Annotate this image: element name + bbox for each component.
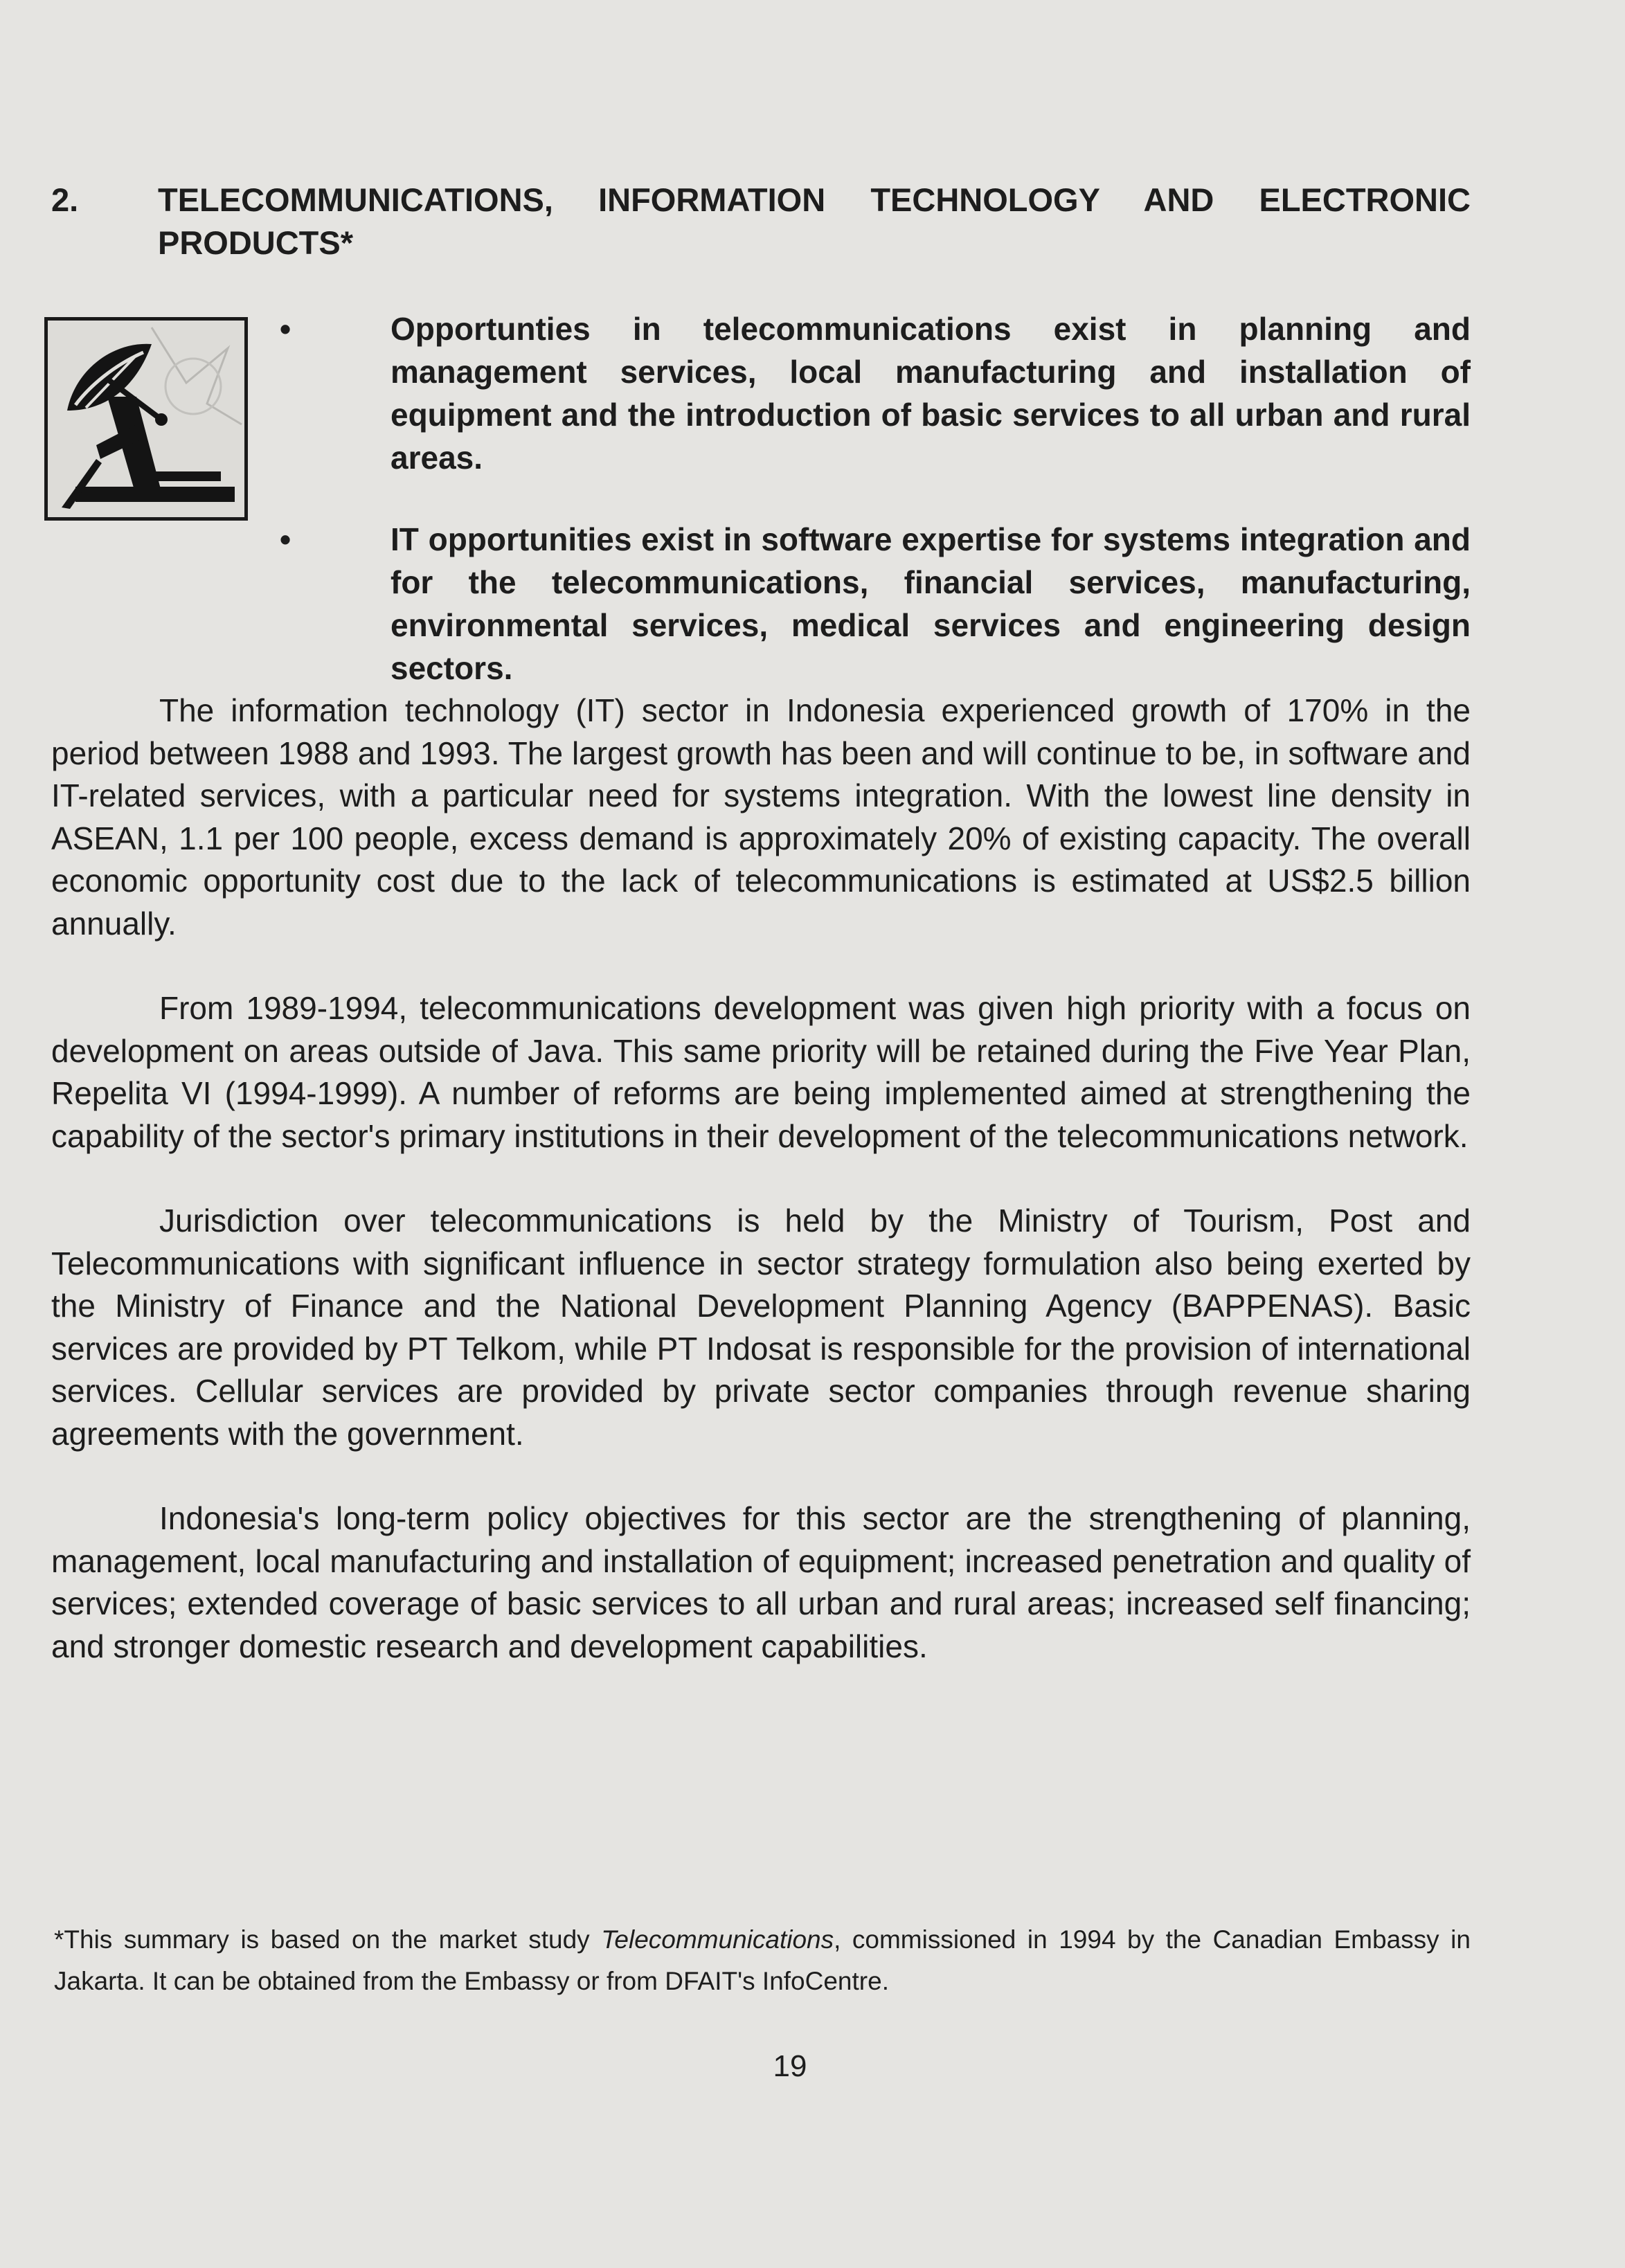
bullet-text: Opportunties in telecommunications exist in planning and management services, local manufacturing and installation of equipment and the introduction of basic services to all urban and rural areas.: [390, 311, 1471, 476]
body-text: [51, 690, 1471, 1710]
paragraph-development-priority: From 1989-1994, telecommunications development was given high priority with a focus on development on areas outside of Java. This same priority will be retained during the Five Year Plan, Repelita VI (1994-1999). A number of reforms are being implemented aimed at strengthening the capability of the sector's primary institutions in their development of the telecommunications network.: [51, 990, 1471, 1154]
section-title: TELECOMMUNICATIONS, INFORMATION TECHNOLOGY AND ELECTRONIC PRODUCTS*: [158, 181, 1471, 261]
bullet-item-telecom: [277, 307, 1471, 479]
footnote: [54, 1919, 1471, 2002]
bullet-item-it: [277, 518, 1471, 690]
paragraph-it-sector: The information technology (IT) sector in Indonesia experienced growth of 170% in the period between 1988 and 1993. The largest growth has been and will continue to be, in software and IT-related services, with a particular need for systems integration. With the lowest line density in ASEAN, 1.1 per 100 people, excess demand is approximately 20% of existing capacity. The overall economic opportunity cost due to the lack of telecommunications is estimated at US$2.5 billion annually.: [51, 692, 1471, 942]
footnote-text-start: *This summary is based on the market study: [54, 1925, 602, 1954]
opportunity-bullets: [277, 307, 1471, 690]
bullet-dot: •: [280, 521, 291, 557]
bullet-text: IT opportunities exist in software expertise for systems integration and for the telecommunications, financial services, manufacturing, environmental services, medical services and engineering design sectors.: [390, 521, 1471, 686]
satellite-dish-logo: [44, 317, 248, 521]
paragraph-policy-objectives: Indonesia's long-term policy objectives for this sector are the strengthening of planning, management, local manufacturing and installation of equipment; increased penetration and quality of services; extended coverage of basic services to all urban and rural areas; increased self financing; and stronger domestic research and development capabilities.: [51, 1500, 1471, 1664]
page-number: 19: [773, 2049, 807, 2083]
section-number: 2.: [51, 181, 79, 218]
paragraph-jurisdiction: Jurisdiction over telecommunications is held by the Ministry of Tourism, Post and Telecommunications with significant influence in sector strategy formulation also being exerted by the Ministry of Finance and the National Development Planning Agency (BAPPENAS). Basic services are provided by PT Telkom, while PT Indosat is responsible for the provision of international services. Cellular services are provided by private sector companies through revenue sharing agreements with the government.: [51, 1203, 1471, 1452]
satellite-dish-icon: [48, 321, 244, 517]
bullet-dot: •: [280, 311, 291, 347]
footnote-study-title: Telecommunications: [601, 1925, 834, 1954]
footnote-text-end: , commissioned in 1994 by the Canadian Embassy in Jakarta. It can be obtained from the Embassy or from DFAIT's InfoCentre.: [54, 1925, 1471, 1995]
